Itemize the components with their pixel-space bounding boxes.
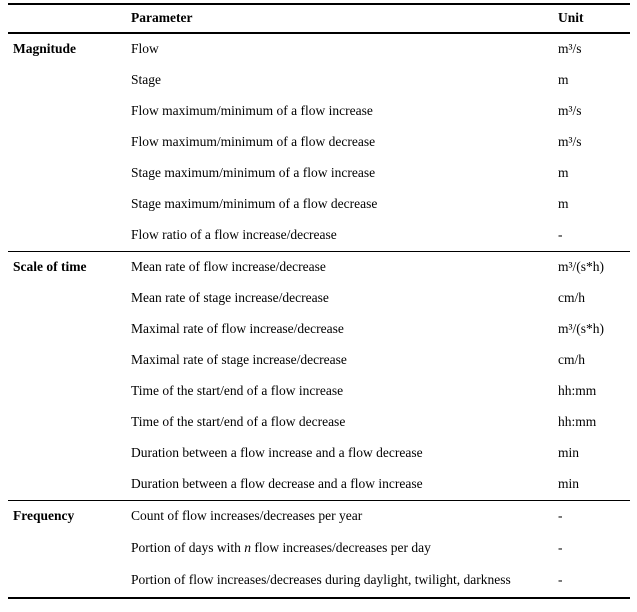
group-label (8, 290, 131, 314)
unit-cell: - (558, 508, 563, 523)
parameters-table (8, 3, 630, 599)
group-label: Frequency (13, 508, 75, 523)
unit-cell: m (558, 72, 569, 87)
header-unit-cell: Unit (558, 10, 584, 25)
table-row (8, 96, 630, 127)
unit-cell: cm/h (558, 352, 585, 367)
header-parameter-cell: Parameter (131, 10, 193, 25)
table-header-row (8, 5, 630, 34)
unit-cell: m (558, 165, 569, 180)
parameter-text-italic: n (244, 540, 251, 555)
parameter-text: flow increases/decreases per day (251, 540, 431, 555)
table-row (8, 501, 630, 533)
group-label (8, 572, 131, 597)
table-row (8, 220, 630, 251)
group-label (8, 103, 131, 127)
table-row (8, 407, 630, 438)
group-label (8, 134, 131, 158)
group-label: Scale of time (13, 259, 87, 274)
parameter-cell: Stage maximum/minimum of a flow decrease (131, 196, 378, 211)
unit-cell: cm/h (558, 290, 585, 305)
group-label (8, 196, 131, 220)
group-label (8, 383, 131, 407)
parameter-cell: Stage (131, 72, 161, 87)
parameter-cell: Portion of flow increases/decreases during daylight, twilight, darkness (131, 572, 511, 587)
unit-cell: m³/s (558, 41, 582, 56)
group-label (8, 165, 131, 189)
table-row (8, 533, 630, 565)
table-row (8, 345, 630, 376)
group-label (8, 321, 131, 345)
parameter-cell: Mean rate of stage increase/decrease (131, 290, 329, 305)
parameter-cell: Maximal rate of flow increase/decrease (131, 321, 344, 336)
group-label (8, 445, 131, 469)
header-group-cell (8, 10, 131, 32)
table-row (8, 189, 630, 220)
table-row (8, 252, 630, 283)
group-label (8, 352, 131, 376)
unit-cell: - (558, 540, 563, 555)
unit-cell: m³/(s*h) (558, 321, 605, 336)
unit-cell: - (558, 227, 563, 242)
parameter-cell: Stage maximum/minimum of a flow increase (131, 165, 376, 180)
table-section (8, 500, 630, 597)
unit-cell: min (558, 445, 580, 460)
parameter-cell: Flow ratio of a flow increase/decrease (131, 227, 337, 242)
parameter-cell: Duration between a flow decrease and a flow increase (131, 476, 423, 491)
table-row (8, 469, 630, 500)
table-row (8, 127, 630, 158)
unit-cell: m³/s (558, 103, 582, 118)
unit-cell: - (558, 572, 563, 587)
unit-cell: hh:mm (558, 383, 597, 398)
parameter-cell: Flow maximum/minimum of a flow decrease (131, 134, 376, 149)
table-row (8, 438, 630, 469)
table-section (8, 34, 630, 251)
parameter-cell: Time of the start/end of a flow increase (131, 383, 344, 398)
parameter-cell (131, 540, 558, 565)
group-label (8, 540, 131, 565)
unit-cell: m³/(s*h) (558, 259, 605, 274)
parameter-cell: Mean rate of flow increase/decrease (131, 259, 326, 274)
table-row (8, 565, 630, 597)
table-row (8, 283, 630, 314)
unit-cell: hh:mm (558, 414, 597, 429)
group-label (8, 72, 131, 96)
table-row (8, 376, 630, 407)
unit-cell: m³/s (558, 134, 582, 149)
table-body (8, 34, 630, 597)
parameter-cell: Time of the start/end of a flow decrease (131, 414, 346, 429)
unit-cell: min (558, 476, 580, 491)
table-row (8, 314, 630, 345)
table-section (8, 251, 630, 500)
parameter-cell: Flow maximum/minimum of a flow increase (131, 103, 373, 118)
parameter-cell: Duration between a flow increase and a flow decrease (131, 445, 423, 460)
group-label: Magnitude (13, 41, 77, 56)
parameter-cell: Maximal rate of stage increase/decrease (131, 352, 347, 367)
group-label (8, 227, 131, 251)
parameter-cell: Flow (131, 41, 159, 56)
unit-cell: m (558, 196, 569, 211)
table-row (8, 65, 630, 96)
group-label (8, 414, 131, 438)
table-row (8, 158, 630, 189)
parameter-text: Portion of days with (131, 540, 245, 555)
table-row (8, 34, 630, 65)
parameter-cell: Count of flow increases/decreases per year (131, 508, 363, 523)
group-label (8, 476, 131, 500)
